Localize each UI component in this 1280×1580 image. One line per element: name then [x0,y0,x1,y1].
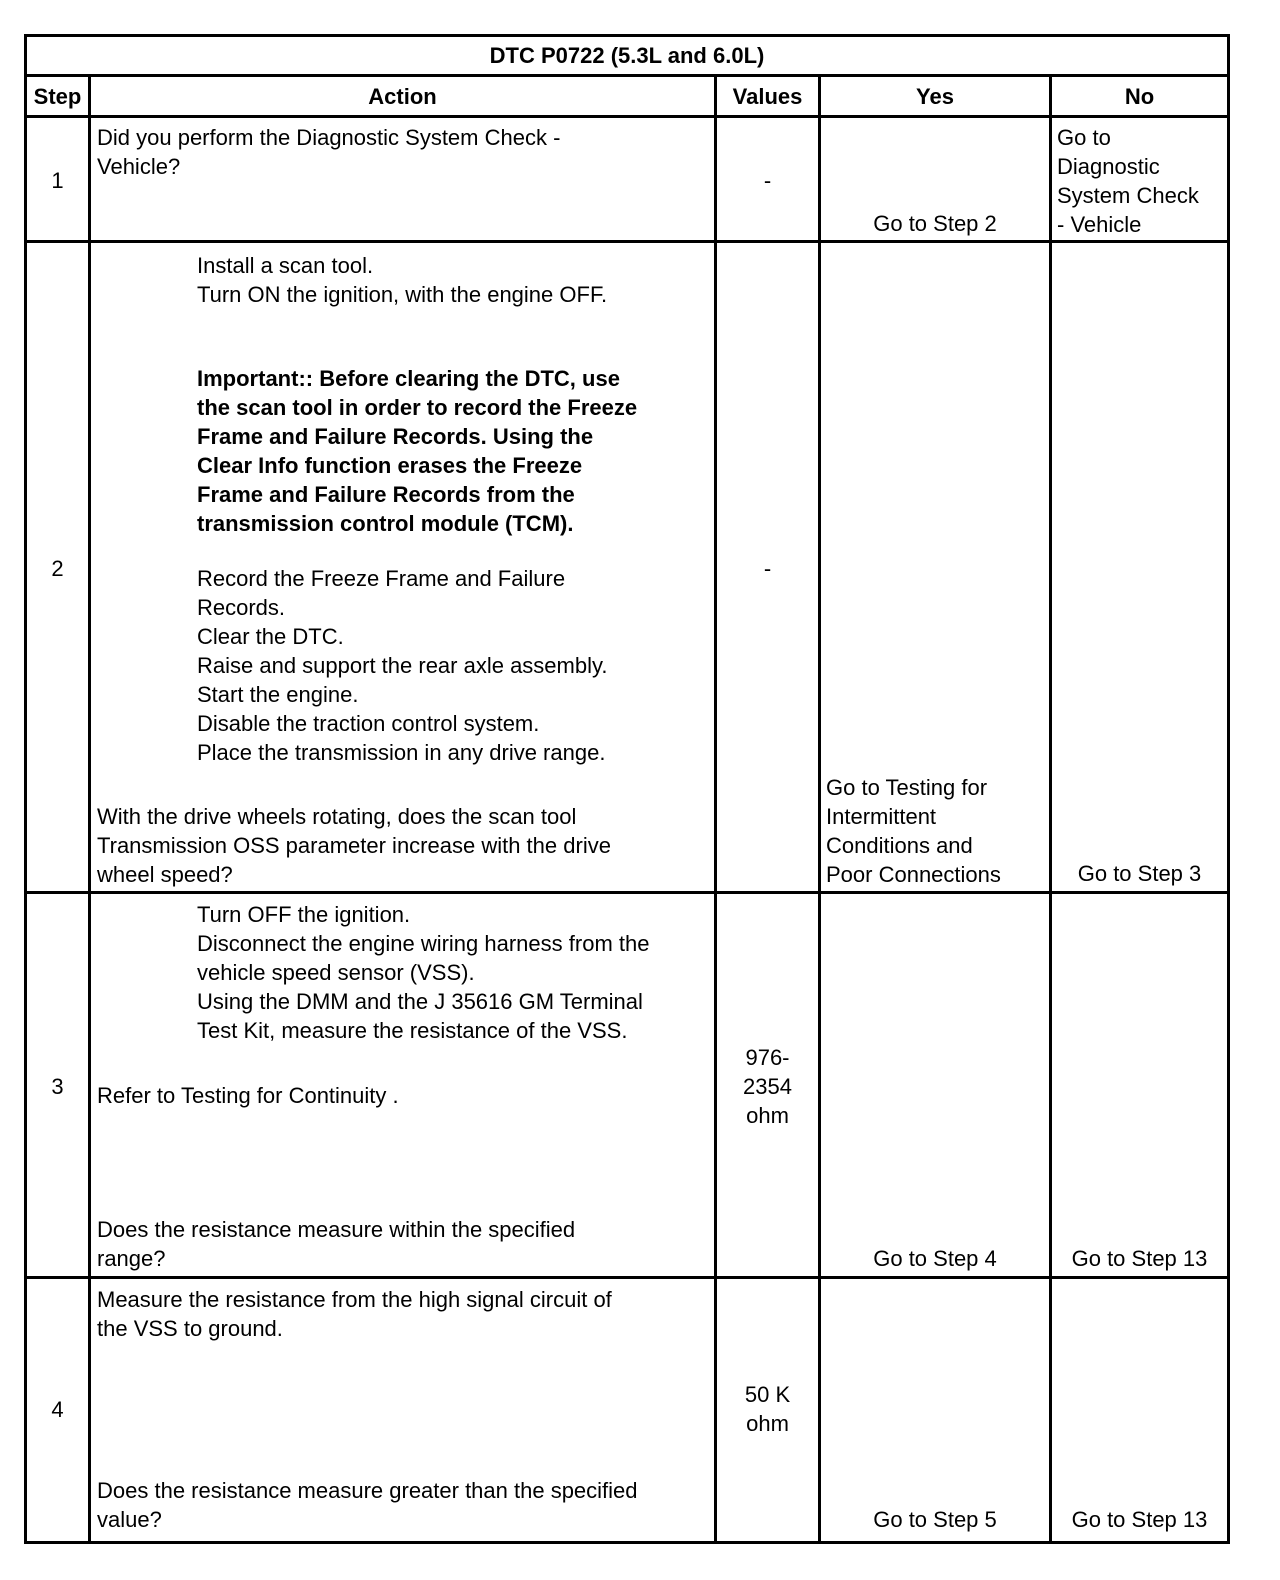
step-number: 3 [51,1074,64,1099]
column-divider [714,74,717,1544]
values-cell: 976- 2354 ohm [743,1045,792,1128]
column-divider [1049,74,1052,1544]
yes-cell: Go to Step 4 [873,1246,997,1271]
action-question: With the drive wheels rotating, does the scan tool Transmission OSS parameter increase with the drive wheel speed? [97,804,611,887]
table-title: DTC P0722 (5.3L and 6.0L) [489,43,765,68]
no-cell: Go to Step 13 [1071,1246,1208,1271]
header-action: Action [368,84,437,109]
header-values: Values [732,84,803,109]
column-divider [88,74,91,1544]
action-question: Does the resistance measure within the specified range? [97,1217,576,1271]
action-question: Does the resistance measure greater than the specified value? [97,1478,638,1532]
action-steps: Measure the resistance from the high signal circuit of the VSS to ground. [97,1287,612,1341]
header-yes: Yes [916,84,954,109]
yes-cell: Go to Step 5 [873,1507,997,1532]
step-number: 1 [51,168,64,193]
column-divider [818,74,821,1544]
important-note: Important:: Before clearing the DTC, use the scan tool in order to record the Freeze Frame and Failure Records. Using the Clear Info function erases the Freeze Frame and Failure Records from the transmission control module (TCM). [197,366,638,536]
no-cell: Go to Step 3 [1077,861,1202,886]
action-steps: Install a scan tool. Turn ON the ignition, with the engine OFF. [197,253,608,307]
values-cell: - [763,556,772,581]
step-number: 4 [51,1397,64,1422]
action-steps: Record the Freeze Frame and Failure Records. Clear the DTC. Raise and support the rear axle assembly. Start the engine. Disable the traction control system. Place the transmission in any drive range. [197,566,608,765]
yes-cell: Go to Testing for Intermittent Conditions and Poor Connections [826,775,1001,887]
header-no: No [1124,84,1155,109]
no-cell: Go to Step 13 [1071,1507,1208,1532]
values-cell: 50 K ohm [744,1382,791,1436]
action-question: Did you perform the Diagnostic System Check - Vehicle? [97,125,561,179]
step-number: 2 [51,556,64,581]
header-step: Step [33,84,82,109]
action-steps: Turn OFF the ignition. Disconnect the engine wiring harness from the vehicle speed sensor (VSS). Using the DMM and the J 35616 GM Terminal Test Kit, measure the resistance of the VSS. [197,902,650,1043]
yes-cell: Go to Step 2 [873,211,997,236]
action-reference: Refer to Testing for Continuity . [97,1083,399,1108]
no-cell: Go to Diagnostic System Check - Vehicle [1057,125,1199,237]
values-cell: - [763,168,772,193]
